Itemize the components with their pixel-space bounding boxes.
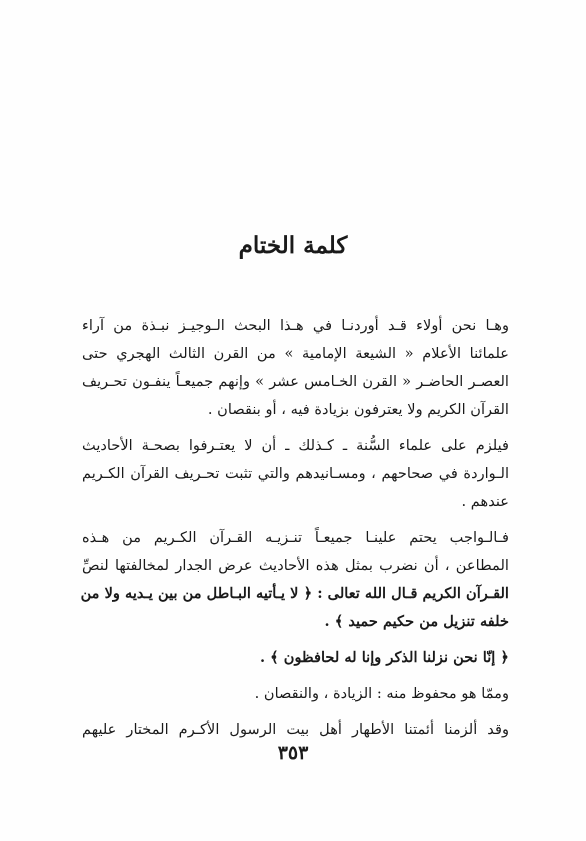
paragraph-2-line-2: الـواردة في صحاحهم ، ومسـانيدهم والتي تثبت تحـريف القرآن الكـريم	[82, 465, 509, 482]
paragraph-3-line-2: المطاعن ، أن نضرب بمثل هذه الأحاديث عرض الجدار لمخالفتها لنصِّ	[82, 557, 509, 574]
paragraph-1-line-4: القرآن الكريم ولا يعترفون بزيادة فيه ، أو بنقصان .	[207, 401, 509, 418]
paragraph-5-line-1: وممّا هو محفوظ منه : الزيادة ، والنقصان .	[254, 685, 509, 702]
paragraph-3-line-1: فـالـواجب يحتم علينـا جميعـاً تنـزيـه القـرآن الكـريم من هـذه	[82, 529, 509, 546]
paragraph-3-line-3: القـرآن الكريم قـال الله تعالى : ﴿ لا يـأتيه البـاطل من بين يـديه ولا من	[80, 585, 509, 602]
page-title: كلمة الختام	[238, 232, 348, 259]
paragraph-2-line-1: فيلزم على علماء السُّنة ـ كـذلك ـ أن لا يعتـرفوا بصحـة الأحاديث	[82, 437, 509, 454]
body-text	[82, 312, 509, 744]
paragraph-1-line-1: وهـا نحن أولاء قـد أوردنـا في هـذا البحث الـوجيـز نبـذة من آراء	[82, 317, 509, 334]
paragraph-3-line-4: خلفه تنزيل من حكيم حميد ﴾ .	[324, 613, 509, 630]
paragraph-1-line-2: علمائنا الأعلام « الشيعة الإمامية » من القرن الثالث الهجري حتى	[82, 345, 509, 362]
paragraph-6-line-1: وقد ألزمنا أئمتنا الأطهار أهل بيت الرسول الأكـرم المختار عليهم	[82, 721, 509, 738]
paragraph-4-verse: ﴿ إنّا نحن نزلنا الذكر وإنا له لحافظون ﴾ .	[259, 649, 509, 666]
paragraph-1-line-3: العصـر الحاضـر « القرن الخـامس عشر » وإنهم جميعـاً ينفـون تحـريف	[82, 373, 509, 390]
paragraph-2-line-3: عندهم .	[461, 493, 509, 510]
page-number: ٣٥٣	[277, 742, 309, 764]
